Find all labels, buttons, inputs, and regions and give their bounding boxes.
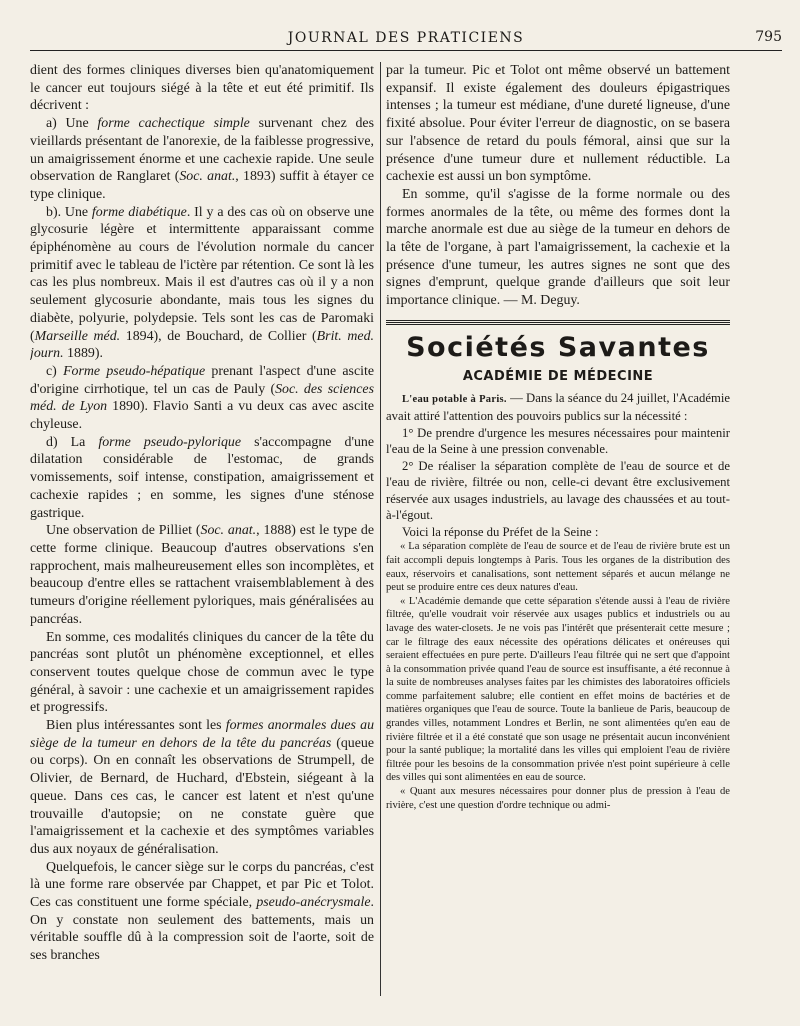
paragraph: [386, 524, 730, 541]
text-run: « Quant aux mesures nécessaires pour donner plus de pression à l'eau de rivière, c'est une question d'ordre technique ou admi-: [386, 786, 730, 811]
text-run: 1° De prendre d'urgence les mesures nécessaires pour maintenir l'eau de la Seine à une pression convenable.: [386, 425, 730, 457]
text-run: En somme, qu'il s'agisse de la forme normale ou des formes anormales de la tête, ou même des formes dont la marche anormale est due au siège de la tumeur en dehors de la tête de l'organe, à part l'amaigrissement, la cachexie et la présence d'une tumeur, les autres signes ne sont que des signes d'emprunt, quelque grande d'ailleurs que soit leur importance clinique. — M. Deguy.: [386, 186, 730, 309]
paragraph: [30, 629, 374, 718]
italic-text: forme pseudo-pylorique: [98, 434, 242, 450]
text-run: En somme, ces modalités cliniques du cancer de la tête du pancréas sont plutôt un phénomène exceptionnel, et elles conservent toutes quelque chose de commun avec le type général, à savoir : une cachexie et un amaigrissement rapides et progressifs.: [30, 629, 374, 716]
italic-text: forme diabétique: [91, 204, 187, 220]
paragraph: [386, 390, 730, 425]
paragraph: [30, 522, 374, 628]
left-column: [30, 62, 374, 1006]
journal-title: JOURNAL DES PRATICIENS: [287, 30, 525, 46]
paragraph: [30, 434, 374, 523]
italic-text: Brit. med. journ.: [30, 328, 374, 362]
prefect-response-quote: [386, 540, 730, 812]
italic-text: Soc. anat.: [179, 169, 236, 185]
italic-text: Soc. anat.: [200, 523, 257, 539]
italic-text: pseudo-anécrysmale: [256, 895, 371, 911]
italic-text: Forme pseudo-hépatique: [63, 363, 206, 379]
text-run: b). Une: [46, 204, 92, 220]
right-column: [386, 62, 730, 1006]
italic-text: formes anormales dues au siège de la tumeur en dehors de la tête du pancréas: [30, 718, 374, 751]
section-rule: [386, 320, 730, 326]
text-run: Voici la réponse du Préfet de la Seine :: [402, 524, 599, 539]
text-run: Bien plus intéressantes sont les: [46, 718, 226, 734]
text-run: « La séparation complète de l'eau de source et de l'eau de rivière brute est un fait accompli depuis longtemps à Paris. Tous les organes de la distribution des eaux, réservoirs et canalisations, sont nettement séparés et aucun mélange ne peut se produire entre ces deux natures d'eau.: [386, 541, 730, 594]
paragraph: [30, 363, 374, 434]
italic-text: Marseille méd.: [34, 328, 121, 344]
text-run: dient des formes cliniques diverses bien qu'anatomiquement le cancer eut toujours siégé à la tête et eut été primitif. Ils décrivent :: [30, 63, 374, 114]
section-subtitle: ACADÉMIE DE MÉDECINE: [462, 368, 654, 384]
text-run: prenant l'aspect d'une ascite d'origine cirrhotique, tel un cas de Pauly (: [30, 363, 374, 397]
text-run: Quelquefois, le cancer siège sur le corps du pancréas, c'est là une forme rare observée par Chappet, et par Pic et Tolot. Ces cas constituent une forme spéciale,: [30, 859, 374, 911]
column-divider: [380, 62, 381, 996]
text-run: . On y constate non seulement des battements, mais un véritable souffle dû à la compression soit de l'aorte, soit de ses branches: [30, 895, 374, 964]
text-run: Une observation de Pilliet (: [46, 523, 201, 539]
run-in-heading: L'eau potable à Paris.: [402, 393, 507, 405]
academy-report: [386, 390, 730, 541]
text-run: « L'Académie demande que cette séparation s'étende aussi à l'eau de rivière filtrée, qu'elle voudrait voir réservée aux usages publics et industriels ou au lavage des water-closets. Je ne vois pas l'intérêt que présenterait cette mesure ; car le filtrage des eaux nécessite des opérations délicates et onéreuses qui seraient effectuées en pure perte. D'ailleurs l'eau filtrée qui ne sert que d'appoint à la consommation privée quand l'eau de source est insuffisante, a été reconnue à la suite de nombreuses analyses faites par les chimistes des laboratoires officiels comme parfaitement salubre; elle contient en effet moins de bactéries et de matières organiques que l'eau de source. Toute la banlieue de Paris, beaucoup de grandes villes, notamment Londres et Berlin, ne sont alimentées qu'en eau de rivière filtrée et il a été constaté que son usage ne présentait aucun inconvénient pour la santé publique; la mortalité dans les villes qui emploient l'eau de rivière filtrée pour les besoins de la consommation privée n'est point supérieure à celle des villes qui sont alimentées en eau de source.: [386, 595, 730, 784]
text-run: survenant chez des vieillards présentant de l'anorexie, de la faiblesse progressive, un amaigrissement énorme et une cachexie rapide. Une seule observation de Ranglaret (: [30, 116, 374, 185]
article-conclusion: [386, 62, 730, 310]
italic-text: forme cachectique simple: [97, 116, 250, 132]
italic-text: Soc. des sciences méd. de Lyon: [30, 381, 374, 415]
page-number: 795: [755, 29, 782, 45]
left-column-text: [30, 62, 374, 965]
text-run: 2° De réaliser la séparation complète de l'eau de source et de l'eau de rivière, filtrée ou non, celle-ci devant être exclusivement réservée aux usages industriels, au lavage des chaussées et au tout-à-l'égout.: [386, 458, 730, 523]
running-header: [30, 28, 782, 51]
text-run: , 1888) est le type de cette forme clinique. Beaucoup d'autres observations s'en rapprochent, mais malheureusement elles son incomplètes, et beaucoup d'entre elles se rattachent vraisemblablement à des tumeurs d'origine réellement pyloriques, mais généralisées au pancréas.: [30, 523, 374, 627]
paragraph: [386, 425, 730, 458]
paragraph: [30, 115, 374, 204]
text-run: , 1893) suffit à étayer ce type clinique.: [30, 169, 374, 202]
text-run: 1890). Flavio Santi a vu deux cas avec ascite chyleuse.: [30, 399, 374, 433]
quote-paragraph: [386, 785, 730, 812]
text-run: d) La: [46, 434, 99, 450]
paragraph: [30, 717, 374, 859]
text-run: — Dans la séance du 24 juillet, l'Académie avait attiré l'attention des pouvoirs publics sur la nécessité :: [386, 390, 730, 424]
text-run: a) Une: [46, 116, 98, 132]
text-run: 1889).: [63, 346, 103, 362]
text-run: c): [46, 363, 64, 379]
paragraph: [386, 186, 730, 310]
quote-paragraph: [386, 540, 730, 594]
section-title: Sociétés Savantes: [406, 331, 710, 363]
text-run: s'accompagne d'une dilatation considérable de l'estomac, de grands vomissements, soif intense, constipation, amaigrissement et cachexie rapides ; en somme, les signes d'une sténose gastrique.: [30, 434, 374, 521]
text-run: (queue ou corps). On en connaît les observations de Strumpell, de Olivier, de Bernard, de Huchard, d'Ebstein, siégeant à la queue. Dans ces cas, le cancer est latent et n'est qu'une trouvaille d'autopsie; on ne constate guère que l'amaigrissement et la cachexie et des symptômes variables dus aux noyaux de généralisation.: [30, 735, 374, 857]
paragraph: [30, 204, 374, 363]
paragraph: [30, 62, 374, 115]
text-run: 1894), de Bouchard, de Collier (: [120, 328, 317, 344]
paragraph: [386, 62, 730, 186]
paragraph: [386, 458, 730, 524]
text-run: par la tumeur. Pic et Tolot ont même observé un battement expansif. Il existe également des douleurs épigastriques intenses ; la tumeur est médiane, d'une dureté ligneuse, d'une fixité absolue. Pour éviter l'erreur de diagnostic, on se basera sur l'absence de retard du pouls fémoral, ainsi que sur la présence d'une tumeur dure et nullement réductible. La cachexie est aussi un bon symptôme.: [386, 63, 730, 185]
text-run: . Il y a des cas où on observe une glycosurie légère et intermittente apparaissant comme épiphénomène au cours de l'évolution normale du cancer primitif avec le tableau de l'ictère par rétention. Ce sont là les cas les plus nombreux. Mais il est d'autres cas où il y a non seulement glycosurie abondante, mais tous les signes du diabète, polyurie, polydepsie. Tels sont les cas de Paromaki (: [30, 204, 374, 344]
paragraph: [30, 859, 374, 965]
quote-paragraph: [386, 595, 730, 785]
